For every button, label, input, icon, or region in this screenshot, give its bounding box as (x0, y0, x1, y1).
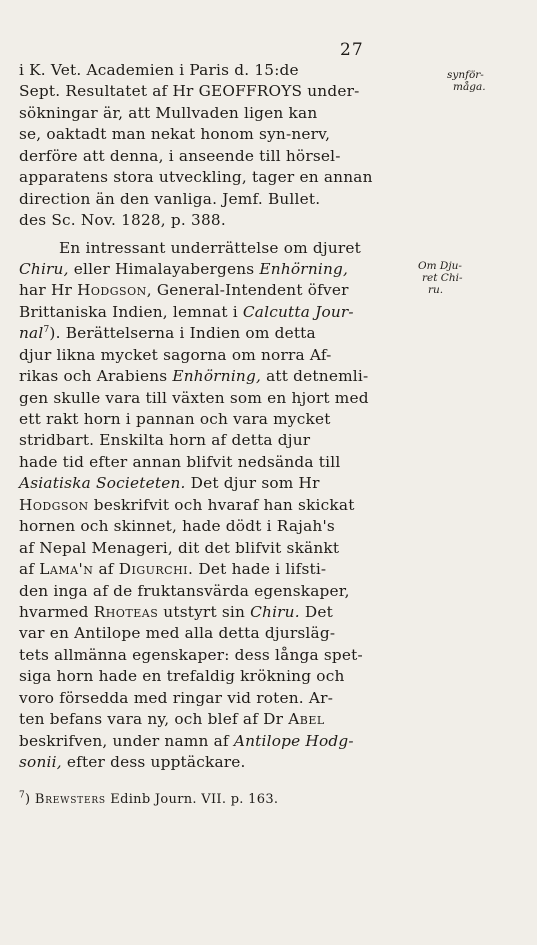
italic-term: Chiru. (250, 602, 300, 621)
margin-note-line: synför- (447, 69, 484, 81)
text-line (19, 495, 439, 516)
text-line (19, 559, 439, 580)
text-line: hade tid efter annan blifvit nedsända till (19, 452, 341, 471)
text-run: hvarmed (19, 602, 94, 621)
text-line: den inga af de fruktansvärda egenskaper, (19, 581, 350, 600)
text-line (19, 259, 439, 280)
body-text (19, 60, 439, 773)
text-line: stridbart. Enskilta horn af detta djur (19, 431, 311, 450)
author-name: Rhoteas (93, 602, 159, 621)
text-run: Brittaniska Indien, lemnat i (19, 302, 243, 321)
footnote-number: 7 (19, 790, 26, 801)
margin-note-line: ret Chi- (422, 272, 463, 284)
text-run: af (93, 560, 119, 579)
text-run: att detnemli- (261, 367, 369, 386)
footnote (19, 792, 278, 807)
text-line: djur likna mycket sagorna om norra Af- (19, 345, 332, 364)
text-run: efter dess upptäckare. (61, 753, 246, 771)
text-line: tets allmänna egenskaper: dess långa spet- (19, 645, 363, 664)
text-line: var en Antilope med alla detta djursläg- (19, 624, 336, 643)
author-name: Hodgson (19, 495, 89, 514)
margin-note-line: ru. (428, 284, 444, 296)
text-line (19, 473, 439, 494)
text-run: har Hr (19, 281, 78, 300)
margin-note-line: Om Dju- (418, 260, 462, 272)
text-run: beskrifven, under namn af (19, 731, 234, 750)
text-line: hornen och skinnet, hade dödt i Rajah's (19, 517, 335, 536)
text-line: af Nepal Menageri, dit det blifvit skänkt (19, 538, 340, 557)
text-line: apparatens stora utveckling, tager en annan (19, 168, 373, 187)
margin-note-line: måga. (453, 81, 486, 93)
italic-term: Enhörning, (259, 259, 349, 278)
text-run: Det hade i lifsti- (193, 560, 327, 579)
italic-term: Enhörning, (172, 367, 262, 386)
footnote-marker: 7 (43, 325, 50, 336)
italic-term: Asiatiska Societeten. (19, 474, 186, 493)
italic-term: nal (19, 324, 44, 343)
italic-term: Chiru, (19, 259, 69, 278)
text-run: rikas och Arabiens (19, 367, 173, 386)
text-line: des Sc. Nov. 1828, p. 388. (19, 211, 226, 230)
page-number: 27 (340, 40, 364, 60)
margin-note-synformaga (447, 69, 486, 93)
text-line: sökningar är, att Mullvaden ligen kan (19, 103, 318, 122)
italic-term: Antilope Hodg- (233, 731, 354, 750)
text-line: direction än den vanliga. Jemf. Bullet. (19, 189, 321, 208)
text-line: gen skulle vara till växten som en hjort med (19, 388, 369, 407)
text-line (19, 366, 439, 387)
text-run: ten befans vara ny, och blef af Dr (19, 710, 289, 729)
author-name: Digurchi. (118, 560, 194, 579)
text-line (19, 280, 439, 301)
author-name: Hodgson (77, 281, 147, 300)
text-line: derföre att denna, i anseende till hörsel- (19, 146, 341, 165)
text-line (19, 602, 439, 623)
italic-term: sonii, (19, 753, 62, 771)
text-line: se, oaktadt man nekat honom syn-nerv, (19, 125, 331, 144)
text-run: ). Berättelserna i Indien om detta (49, 324, 316, 343)
paragraph-1 (19, 60, 439, 232)
text-line (19, 709, 439, 730)
text-run: Det (299, 602, 333, 621)
text-run: Edinb Journ. VII. p. 163. (105, 792, 279, 807)
text-run: eller Himalayabergens (68, 259, 260, 278)
text-run: Det djur som Hr (185, 474, 320, 493)
text-run: beskrifvit och hvaraf han skickat (88, 495, 355, 514)
author-name: Brewsters (34, 792, 106, 807)
text-line (19, 731, 439, 752)
text-line (19, 323, 439, 344)
author-name: Abel (288, 710, 325, 729)
text-line: voro försedda med ringar vid roten. Ar- (19, 688, 334, 707)
text-line: i K. Vet. Academien i Paris d. 15:de (19, 61, 299, 79)
text-line (19, 302, 439, 323)
text-line: En intressant underrättelse om djuret (59, 238, 361, 257)
text-run: ) (25, 792, 35, 807)
text-line: siga horn hade en trefaldig krökning och (19, 667, 345, 686)
author-name: Lama'n (39, 560, 94, 579)
italic-term: Calcutta Jour- (242, 302, 354, 321)
text-line: Sept. Resultatet af Hr GEOFFROYS under- (19, 82, 360, 101)
text-line: ett rakt horn i pannan och vara mycket (19, 410, 331, 428)
text-run: utstyrt sin (158, 602, 251, 621)
paragraph-2 (19, 238, 439, 774)
text-run: , General-Intendent öfver (146, 281, 349, 300)
text-line (19, 752, 439, 773)
text-run: af (19, 560, 40, 579)
